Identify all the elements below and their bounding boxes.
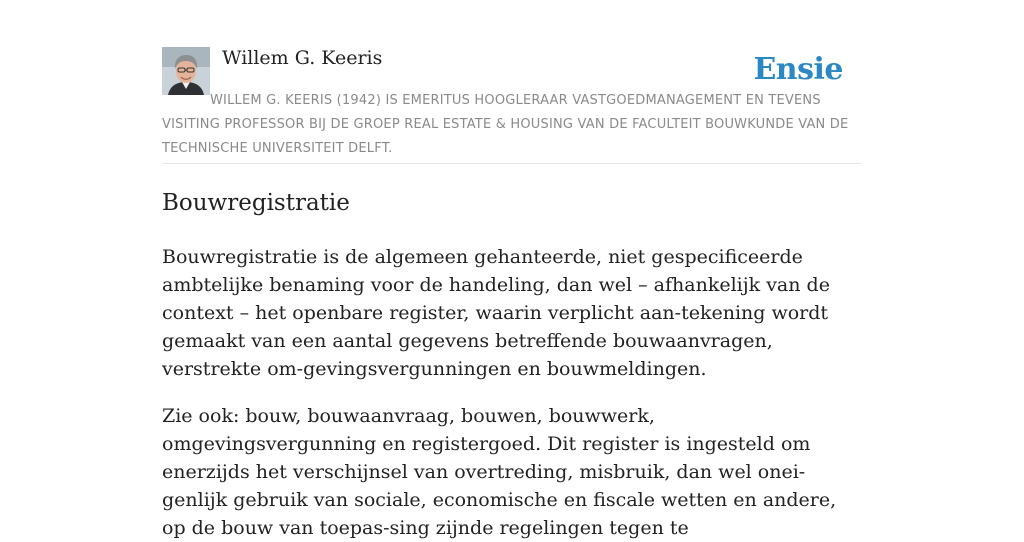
article-paragraph: Zie ook: bouw, bouwaanvraag, bouwen, bouwwerk, omgevingsvergunning en registergoed. Dit register is ingesteld om enerzijds het verschijnsel van overtreding, misbruik, dan wel onei-genlijk gebruik van sociale, economische en fiscale wetten en andere, op de bouw van toepas-sing zijnde regelingen tegen te bbox=[162, 405, 837, 539]
article-paragraph: Bouwregistratie is de algemeen gehanteerde, niet gespecificeerde ambtelijke benaming voor de handeling, dan wel – afhankelijk van de context – het openbare register, waarin verplicht aan-tekening wordt gemaakt van een aantal gegevens betreffende bouwaanvragen, verstrekte om-gevingsvergunningen en bouwmeldingen. bbox=[162, 246, 830, 380]
author-header bbox=[162, 0, 862, 164]
article-body bbox=[162, 243, 862, 542]
author-portrait-icon bbox=[162, 47, 210, 95]
article-title: Bouwregistratie bbox=[162, 190, 350, 216]
brand-logo[interactable]: Ensie bbox=[753, 52, 843, 87]
avatar[interactable] bbox=[162, 47, 210, 95]
author-name[interactable]: Willem G. Keeris bbox=[222, 47, 383, 69]
author-bio: WILLEM G. KEERIS (1942) IS EMERITUS HOOGLERAAR VASTGOEDMANAGEMENT EN TEVENS VISITING PROFESSOR BIJ DE GROEP REAL ESTATE & HOUSING VAN DE FACULTEIT BOUWKUNDE VAN DE TECHNISCHE UNIVERSITEIT DELFT. bbox=[162, 93, 849, 156]
article-container bbox=[162, 0, 862, 542]
